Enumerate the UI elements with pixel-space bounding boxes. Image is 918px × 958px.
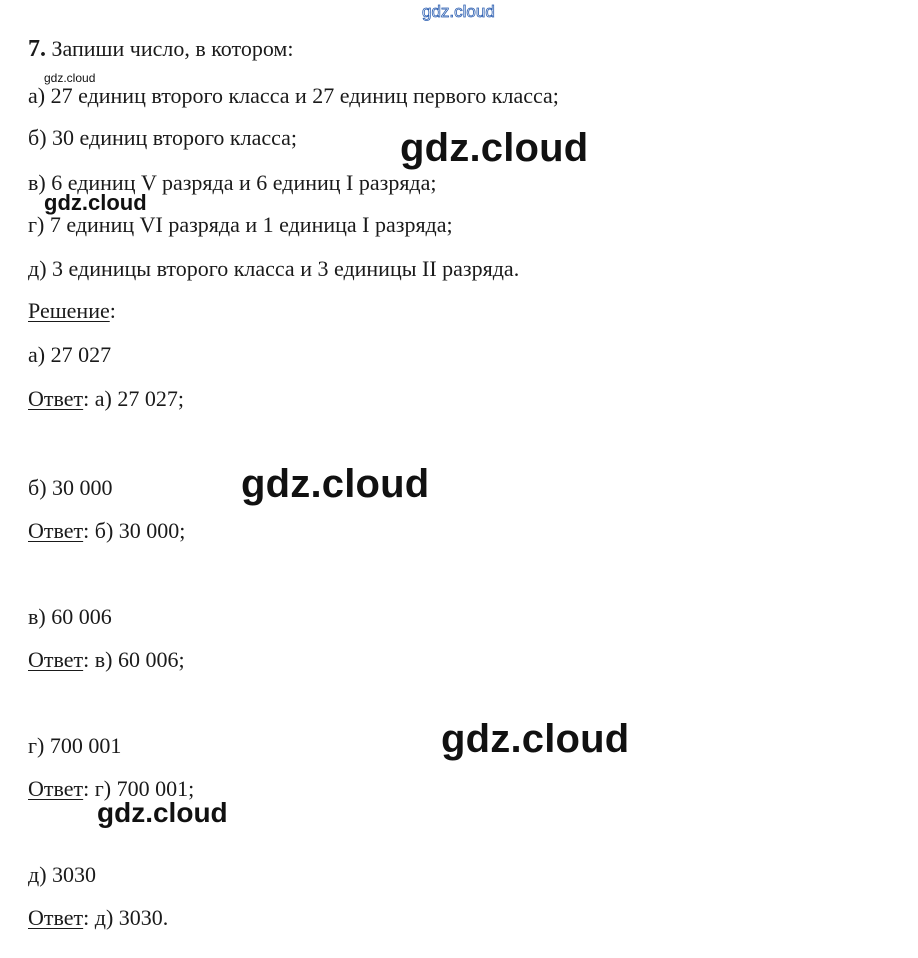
watermark-5: gdz.cloud	[97, 797, 228, 828]
solution-work-b: б) 30 000	[28, 475, 113, 500]
solution-answer-v	[28, 647, 185, 673]
answer-label: Ответ	[28, 518, 84, 543]
answer-value: в) 60 006;	[89, 647, 185, 672]
watermark-3: gdz.cloud	[241, 462, 430, 506]
watermark-4: gdz.cloud	[441, 717, 630, 761]
watermark-tiny: gdz.cloud	[44, 71, 96, 85]
solution-answer-b	[28, 518, 185, 544]
watermark-1: gdz.cloud	[400, 126, 589, 170]
task-item-b: б) 30 единиц второго класса;	[28, 125, 298, 150]
answer-value: г) 700 001;	[89, 776, 195, 801]
solution-answer-a	[28, 386, 184, 412]
task-item-g: г) 7 единиц VI разряда и 1 единица I разряда;	[28, 212, 453, 237]
solution-work-a: а) 27 027	[28, 342, 112, 367]
answer-label: Ответ	[28, 386, 84, 411]
answer-colon: :	[83, 905, 90, 930]
answer-colon: :	[83, 518, 90, 543]
solution-heading-line	[28, 298, 116, 324]
answer-label: Ответ	[28, 905, 84, 930]
solution-heading: Решение	[28, 298, 110, 323]
watermark-2: gdz.cloud	[44, 190, 147, 215]
solution-heading-colon: :	[109, 298, 116, 323]
solution-work-v: в) 60 006	[28, 604, 112, 629]
answer-colon: :	[83, 386, 90, 411]
task-item-a: а) 27 единиц второго класса и 27 единиц первого класса;	[28, 83, 559, 108]
answer-colon: :	[83, 776, 90, 801]
task-header	[28, 36, 293, 62]
solution-work-d: д) 3030	[28, 862, 97, 887]
answer-label: Ответ	[28, 647, 84, 672]
task-item-v: в) 6 единиц V разряда и 6 единиц I разряда;	[28, 170, 437, 195]
answer-label: Ответ	[28, 776, 84, 801]
task-number: 7.	[28, 36, 46, 62]
task-item-d: д) 3 единицы второго класса и 3 единицы II разряда.	[28, 256, 520, 281]
task-prompt: Запиши число, в котором:	[51, 36, 294, 61]
answer-value: б) 30 000;	[89, 518, 186, 543]
answer-value: а) 27 027;	[89, 386, 184, 411]
solution-answer-d	[28, 905, 168, 931]
answer-value: д) 3030.	[89, 905, 169, 930]
watermark-top: gdz.cloud	[422, 2, 495, 21]
solution-work-g: г) 700 001	[28, 733, 122, 758]
answer-colon: :	[83, 647, 90, 672]
